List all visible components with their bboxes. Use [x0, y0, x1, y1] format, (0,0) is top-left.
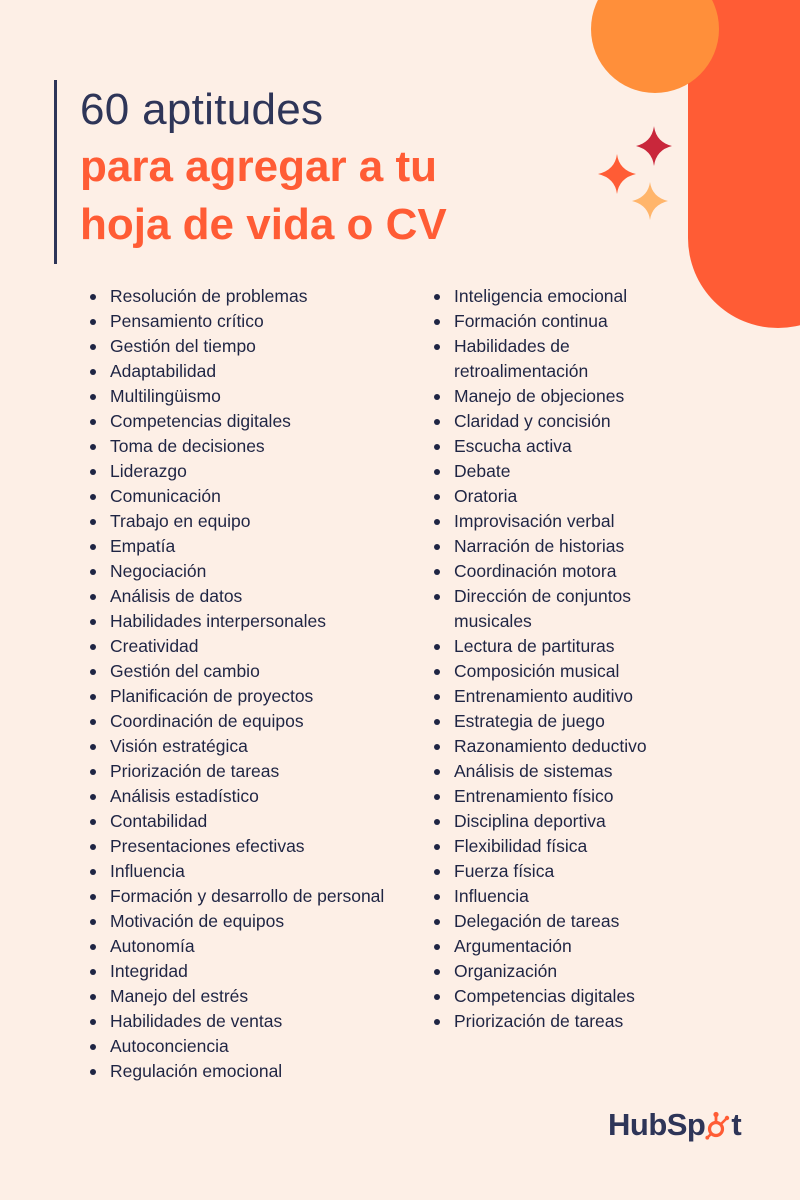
- list-item: Contabilidad: [86, 809, 416, 834]
- logo-text-start: HubSp: [608, 1107, 706, 1142]
- list-item: Análisis de datos: [86, 584, 416, 609]
- list-item: Formación continua: [430, 309, 700, 334]
- list-item: Razonamiento deductivo: [430, 734, 700, 759]
- list-item: Influencia: [86, 859, 416, 884]
- list-item: Trabajo en equipo: [86, 509, 416, 534]
- list-item: Multilingüismo: [86, 384, 416, 409]
- list-item: Priorización de tareas: [86, 759, 416, 784]
- list-item: Inteligencia emocional: [430, 284, 700, 309]
- list-item: Autoconciencia: [86, 1034, 416, 1059]
- list-item: Debate: [430, 459, 700, 484]
- list-item: Análisis de sistemas: [430, 759, 700, 784]
- list-item: Estrategia de juego: [430, 709, 700, 734]
- list-item: Improvisación verbal: [430, 509, 700, 534]
- title-accent-bar: [54, 80, 57, 264]
- list-item: Regulación emocional: [86, 1059, 416, 1084]
- list-item: Lectura de partituras: [430, 634, 700, 659]
- page-title: [80, 82, 600, 254]
- list-item: Coordinación motora: [430, 559, 700, 584]
- list-item: Negociación: [86, 559, 416, 584]
- list-item: Gestión del tiempo: [86, 334, 416, 359]
- list-item: Planificación de proyectos: [86, 684, 416, 709]
- list-item: Habilidades de retroalimentación: [430, 334, 700, 384]
- list-item: Presentaciones efectivas: [86, 834, 416, 859]
- list-item: Priorización de tareas: [430, 1009, 700, 1034]
- list-item: Creatividad: [86, 634, 416, 659]
- list-item: Integridad: [86, 959, 416, 984]
- list-item: Dirección de conjuntos musicales: [430, 584, 700, 634]
- list-item: Manejo del estrés: [86, 984, 416, 1009]
- list-item: Resolución de problemas: [86, 284, 416, 309]
- list-item: Escucha activa: [430, 434, 700, 459]
- list-item: Formación y desarrollo de personal: [86, 884, 416, 909]
- list-item: Coordinación de equipos: [86, 709, 416, 734]
- list-item: Influencia: [430, 884, 700, 909]
- list-item: Gestión del cambio: [86, 659, 416, 684]
- list-item: Motivación de equipos: [86, 909, 416, 934]
- list-item: Adaptabilidad: [86, 359, 416, 384]
- list-item: Competencias digitales: [86, 409, 416, 434]
- list-item: Claridad y concisión: [430, 409, 700, 434]
- list-item: Toma de decisiones: [86, 434, 416, 459]
- logo-text-end: t: [731, 1107, 742, 1142]
- list-item: Habilidades de ventas: [86, 1009, 416, 1034]
- list-item: Pensamiento crítico: [86, 309, 416, 334]
- title-line-1: 60 aptitudes: [80, 85, 324, 134]
- list-item: Flexibilidad física: [430, 834, 700, 859]
- list-item: Comunicación: [86, 484, 416, 509]
- list-item: Argumentación: [430, 934, 700, 959]
- list-item: Competencias digitales: [430, 984, 700, 1009]
- list-item: Entrenamiento físico: [430, 784, 700, 809]
- list-item: Manejo de objeciones: [430, 384, 700, 409]
- list-item: Disciplina deportiva: [430, 809, 700, 834]
- skills-list-left: [86, 284, 416, 1084]
- hubspot-sprocket-icon: [705, 1110, 731, 1140]
- list-item: Empatía: [86, 534, 416, 559]
- list-item: Delegación de tareas: [430, 909, 700, 934]
- list-item: Análisis estadístico: [86, 784, 416, 809]
- list-item: Entrenamiento auditivo: [430, 684, 700, 709]
- skills-list-right: [430, 284, 700, 1034]
- list-item: Visión estratégica: [86, 734, 416, 759]
- title-line-2: para agregar a tu: [80, 142, 438, 191]
- list-item: Habilidades interpersonales: [86, 609, 416, 634]
- sparkles-icon: [590, 122, 690, 232]
- list-item: Oratoria: [430, 484, 700, 509]
- list-item: Organización: [430, 959, 700, 984]
- list-item: Composición musical: [430, 659, 700, 684]
- list-item: Liderazgo: [86, 459, 416, 484]
- list-item: Autonomía: [86, 934, 416, 959]
- title-line-3: hoja de vida o CV: [80, 200, 447, 249]
- list-item: Fuerza física: [430, 859, 700, 884]
- hubspot-logo: [608, 1103, 741, 1147]
- list-item: Narración de historias: [430, 534, 700, 559]
